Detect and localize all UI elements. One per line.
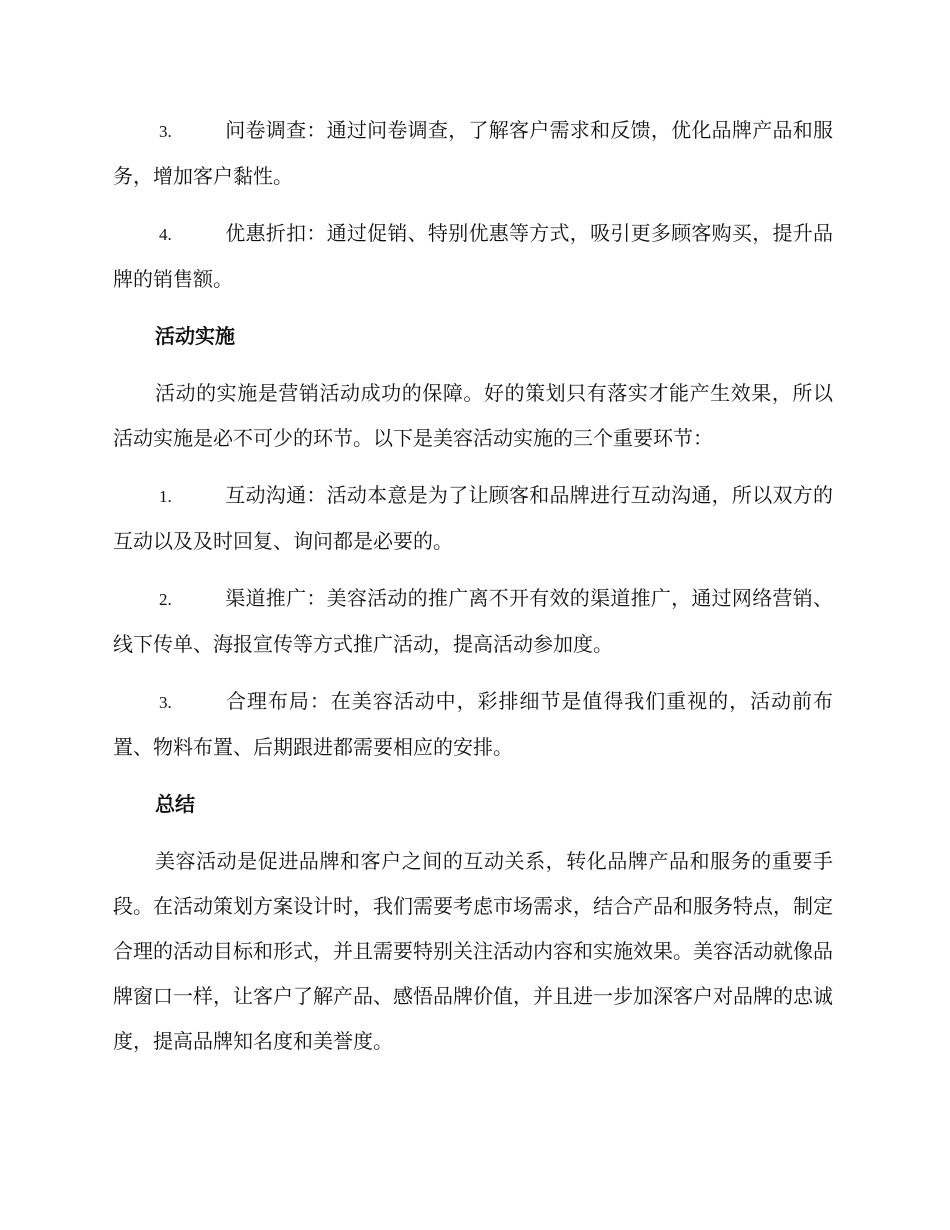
document-body [113,108,833,1076]
list-item-text: 合理布局：在美容活动中，彩排细节是值得我们重视的，活动前布置、物料布置、后期跟进都需要相应的安排。 [113,689,833,759]
list-number: 1. [159,487,172,506]
list-item [113,576,833,667]
list-number: 2. [159,590,172,609]
list-item-text: 优惠折扣：通过促销、特别优惠等方式，吸引更多顾客购买，提升品牌的销售额。 [113,221,833,291]
implementation-intro-paragraph: 活动的实施是营销活动成功的保障。好的策划只有落实才能产生效果，所以活动实施是必不可少的环节。以下是美容活动实施的三个重要环节： [113,381,833,450]
section-heading-implementation: 活动实施 [155,324,235,348]
section-heading-summary: 总结 [155,792,195,816]
list-item-text: 互动沟通：活动本意是为了让顾客和品牌进行互动沟通，所以双方的互动以及及时回复、询问都是必要的。 [113,483,833,553]
list-item-text: 渠道推广：美容活动的推广离不开有效的渠道推广，通过网络营销、线下传单、海报宣传等方式推广活动，提高活动参加度。 [113,586,833,656]
list-number: 4. [159,225,172,244]
list-number: 3. [159,122,172,141]
list-item [113,473,833,564]
list-number: 3. [159,693,172,712]
list-item-text: 问卷调查：通过问卷调查，了解客户需求和反馈，优化品牌产品和服务，增加客户黏性。 [113,118,833,188]
list-item [113,108,833,199]
list-item [113,679,833,770]
summary-paragraph: 美容活动是促进品牌和客户之间的互动关系，转化品牌产品和服务的重要手段。在活动策划方案设计时，我们需要考虑市场需求，结合产品和服务特点，制定合理的活动目标和形式，并且需要特别关注活动内容和实施效果。美容活动就像品牌窗口一样，让客户了解产品、感悟品牌价值，并且进一步加深客户对品牌的忠诚度，提高品牌知名度和美誉度。 [113,849,833,1053]
list-item [113,211,833,302]
